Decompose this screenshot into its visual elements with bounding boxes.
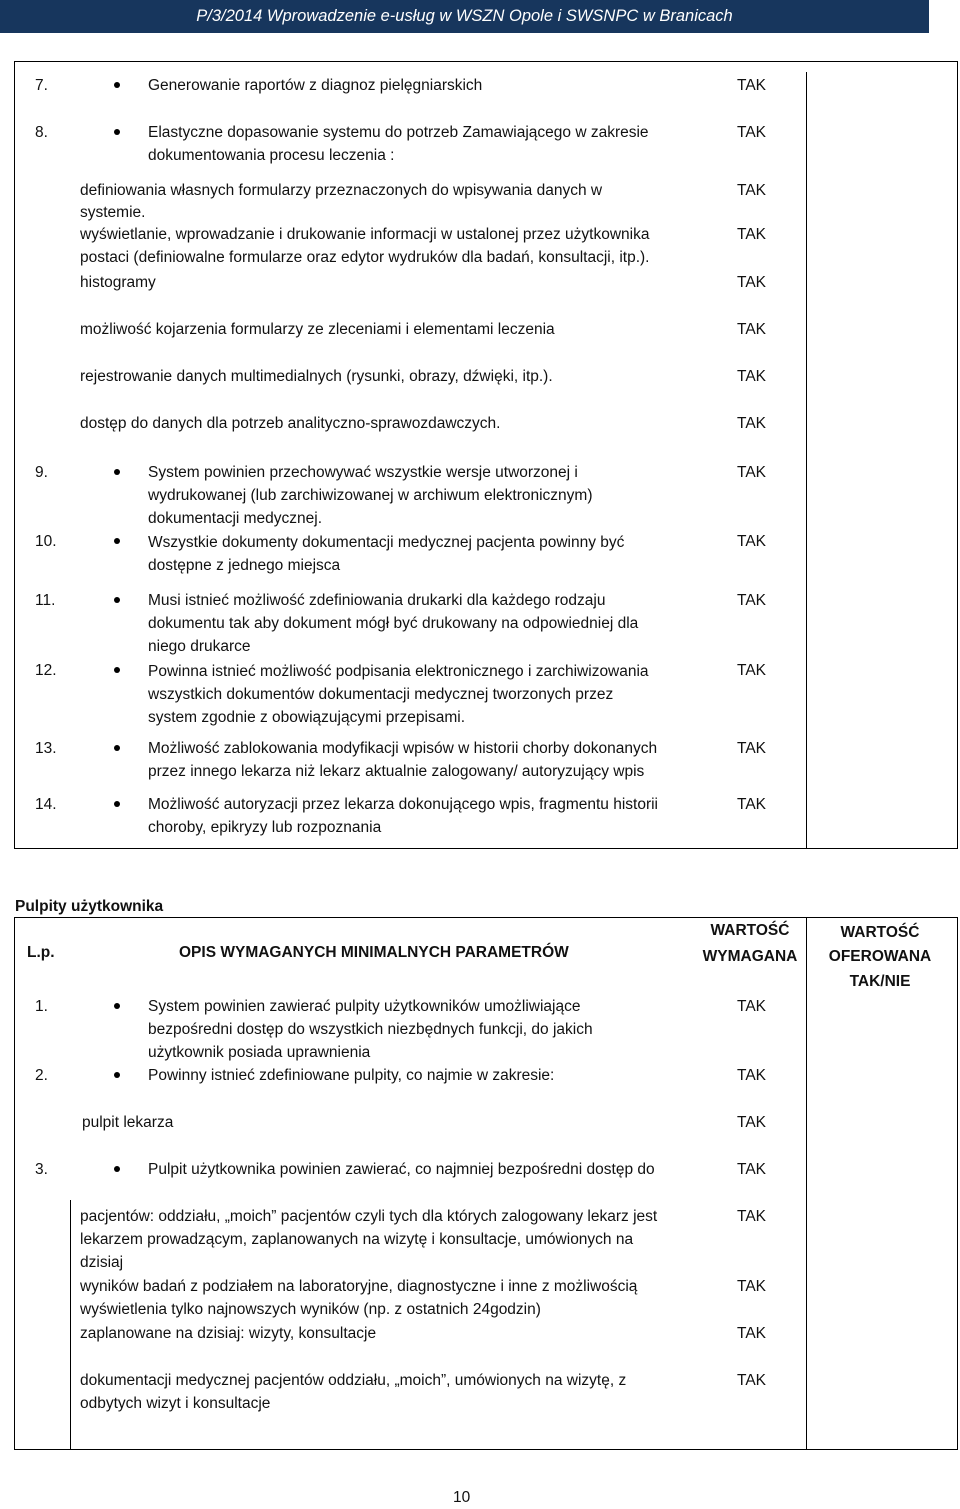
row-number: 3.	[35, 1161, 48, 1178]
table2-subitem-divider	[70, 1200, 71, 1450]
row-value: TAK	[737, 1161, 766, 1178]
row-text: dostęp do danych dla potrzeb analityczno-sprawozdawczych.	[80, 415, 501, 432]
column-header-offered-line3: TAK/NIE	[849, 973, 911, 990]
bullet-icon	[114, 129, 120, 135]
row-value: TAK	[737, 368, 766, 385]
row-text: pacjentów: oddziału, „moich” pacjentów czyli tych dla których zalogowany lekarz jest	[80, 1208, 658, 1225]
table2-col-divider	[806, 917, 807, 1450]
column-header-offered-line1: WARTOŚĆ	[840, 924, 920, 941]
column-header-required-line1: WARTOŚĆ	[710, 922, 790, 939]
bullet-icon	[114, 1003, 120, 1009]
row-number: 8.	[35, 124, 48, 141]
row-value: TAK	[737, 464, 766, 481]
row-text: choroby, epikryzy lub rozpoznania	[148, 819, 382, 836]
row-text: Wszystkie dokumenty dokumentacji medycznej pacjenta powinny być	[148, 534, 625, 551]
row-text: wyników badań z podziałem na laboratoryjne, diagnostyczne i inne z możliwością	[80, 1278, 638, 1295]
row-text: odbytych wizyt i konsultacje	[80, 1395, 271, 1412]
row-number: 1.	[35, 998, 48, 1015]
row-text: Powinna istnieć możliwość podpisania elektronicznego i zarchiwizowania	[148, 663, 649, 680]
row-text: Możliwość autoryzacji przez lekarza dokonującego wpis, fragmentu historii	[148, 796, 659, 813]
row-value: TAK	[737, 740, 766, 757]
bullet-icon	[114, 538, 120, 544]
table2-border-top	[14, 917, 958, 918]
row-value: TAK	[737, 796, 766, 813]
row-text: dokumentowania procesu leczenia :	[148, 147, 395, 164]
row-value: TAK	[737, 1372, 766, 1389]
row-text: dokumentacji medycznej.	[148, 510, 323, 527]
row-number: 13.	[35, 740, 57, 757]
column-header-required-line2: WYMAGANA	[702, 948, 798, 965]
table1-border-top	[14, 61, 958, 62]
row-value: TAK	[737, 321, 766, 338]
column-header-description: OPIS WYMAGANYCH MINIMALNYCH PARAMETRÓW	[179, 944, 569, 961]
page-number: 10	[453, 1489, 471, 1506]
row-value: TAK	[737, 182, 766, 199]
row-value: TAK	[737, 998, 766, 1015]
bullet-icon	[114, 597, 120, 603]
bullet-icon	[114, 82, 120, 88]
row-value: TAK	[737, 1114, 766, 1131]
row-value: TAK	[737, 124, 766, 141]
bullet-icon	[114, 469, 120, 475]
bullet-icon	[114, 667, 120, 673]
table1-border-left	[14, 61, 15, 849]
row-text: dzisiaj	[80, 1254, 124, 1271]
column-header-offered-line2: OFEROWANA	[828, 948, 932, 965]
table1-col-divider	[806, 72, 807, 849]
row-text: definiowania własnych formularzy przeznaczonych do wpisywania danych w	[80, 182, 603, 199]
row-text: System powinien zawierać pulpity użytkowników umożliwiające	[148, 998, 581, 1015]
row-value: TAK	[737, 533, 766, 550]
row-value: TAK	[737, 274, 766, 291]
column-header-lp: L.p.	[27, 944, 55, 961]
row-number: 9.	[35, 464, 48, 481]
row-number: 14.	[35, 796, 57, 813]
row-value: TAK	[737, 1325, 766, 1342]
row-value: TAK	[737, 662, 766, 679]
bullet-icon	[114, 745, 120, 751]
row-text: możliwość kojarzenia formularzy ze zleceniami i elementami leczenia	[80, 321, 555, 338]
bullet-icon	[114, 1166, 120, 1172]
bullet-icon	[114, 1072, 120, 1078]
row-text: Musi istnieć możliwość zdefiniowania drukarki dla każdego rodzaju	[148, 592, 606, 609]
row-value: TAK	[737, 226, 766, 243]
row-text: lekarzem prowadzącym, zaplanowanych na wizytę i konsultacje, umówionych na	[80, 1231, 634, 1248]
row-text: Powinny istnieć zdefiniowane pulpity, co najmie w zakresie:	[148, 1067, 555, 1084]
row-text: system zgodnie z obowiązującymi przepisami.	[148, 709, 466, 726]
row-text: dostępne z jednego miejsca	[148, 557, 341, 574]
document-header: P/3/2014 Wprowadzenie e-usług w WSZN Opole i SWSNPC w Branicach	[0, 0, 929, 33]
row-text: przez innego lekarza niż lekarz aktualnie zalogowany/ autoryzujący wpis	[148, 763, 645, 780]
row-text: bezpośredni dostęp do wszystkich niezbędnych funkcji, do jakich	[148, 1021, 593, 1038]
row-value: TAK	[737, 592, 766, 609]
row-text: System powinien przechowywać wszystkie wersje utworzonej i	[148, 464, 578, 481]
row-text: Możliwość zablokowania modyfikacji wpisów w historii chorby dokonanych	[148, 740, 658, 757]
row-number: 12.	[35, 662, 57, 679]
row-value: TAK	[737, 415, 766, 432]
row-text: histogramy	[80, 274, 156, 291]
row-number: 11.	[35, 592, 56, 609]
table2-border-bottom	[14, 1449, 958, 1450]
row-number: 7.	[35, 77, 48, 94]
row-text: niego drukarce	[148, 638, 251, 655]
section-title: Pulpity użytkownika	[15, 898, 164, 915]
row-text: Elastyczne dopasowanie systemu do potrzeb Zamawiającego w zakresie	[148, 124, 649, 141]
row-text: wszystkich dokumentów dokumentacji medycznej tworzonych przez	[148, 686, 614, 703]
row-text: rejestrowanie danych multimedialnych (rysunki, obrazy, dźwięki, itp.).	[80, 368, 553, 385]
row-number: 10.	[35, 533, 57, 550]
row-text: dokumentacji medycznej pacjentów oddziału, „moich”, umówionych na wizytę, z	[80, 1372, 627, 1389]
row-value: TAK	[737, 1067, 766, 1084]
row-text: użytkownik posiada uprawnienia	[148, 1044, 371, 1061]
bullet-icon	[114, 801, 120, 807]
row-text: Pulpit użytkownika powinien zawierać, co najmniej bezpośredni dostęp do	[148, 1161, 655, 1178]
row-text: wyświetlenia tylko najnowszych wyników (np. z ostatnich 24godzin)	[80, 1301, 541, 1318]
row-value: TAK	[737, 77, 766, 94]
row-text: wyświetlanie, wprowadzanie i drukowanie informacji w ustalonej przez użytkownika	[80, 226, 650, 243]
row-number: 2.	[35, 1067, 48, 1084]
row-text: pulpit lekarza	[82, 1114, 174, 1131]
table2-border-left	[14, 917, 15, 1450]
row-text: dokumentu tak aby dokument mógł być drukowany na odpowiedniej dla	[148, 615, 639, 632]
row-text: systemie.	[80, 204, 146, 221]
table1-border-right	[957, 61, 958, 849]
row-value: TAK	[737, 1278, 766, 1295]
row-text: postaci (definiowalne formularze oraz edytor wydruków dla badań, konsultacji, itp.).	[80, 249, 650, 266]
row-text: zaplanowane na dzisiaj: wizyty, konsultacje	[80, 1325, 377, 1342]
row-value: TAK	[737, 1208, 766, 1225]
table1-border-bottom	[14, 848, 958, 849]
row-text: wydrukowanej (lub zarchiwizowanej w archiwum elektronicznym)	[148, 487, 593, 504]
row-text: Generowanie raportów z diagnoz pielęgniarskich	[148, 77, 483, 94]
table2-border-right	[957, 917, 958, 1450]
